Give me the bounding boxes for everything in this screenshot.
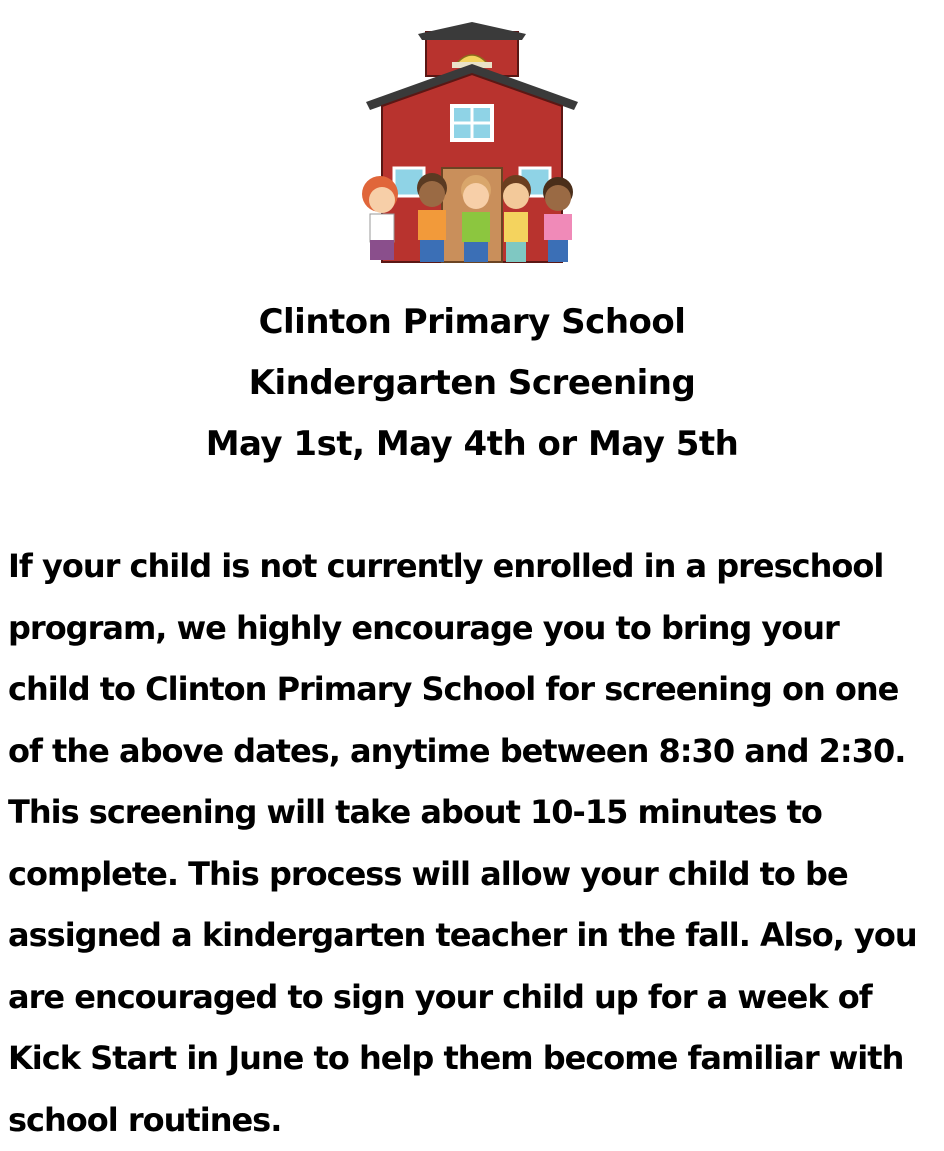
event-title: Kindergarten Screening (248, 363, 696, 403)
schoolhouse-with-children-icon (352, 18, 592, 272)
info-paragraph: If your child is not currently enrolled in a preschool program, we highly encourage you to bring your child to Clinton Primary School for screening on one of the above dates, anytime between 8:30 and 2:30. This screening will take about 10-15 minutes to complete. This process will allow your child to be assigned a kindergarten teacher in the fall. Also, you are encouraged to sign your child up for a week of Kick Start in June to help them become familiar with school routines. (8, 547, 917, 1139)
event-dates: May 1st, May 4th or May 5th (205, 424, 739, 464)
heading-block (0, 292, 944, 475)
school-name: Clinton Primary School (258, 302, 686, 342)
